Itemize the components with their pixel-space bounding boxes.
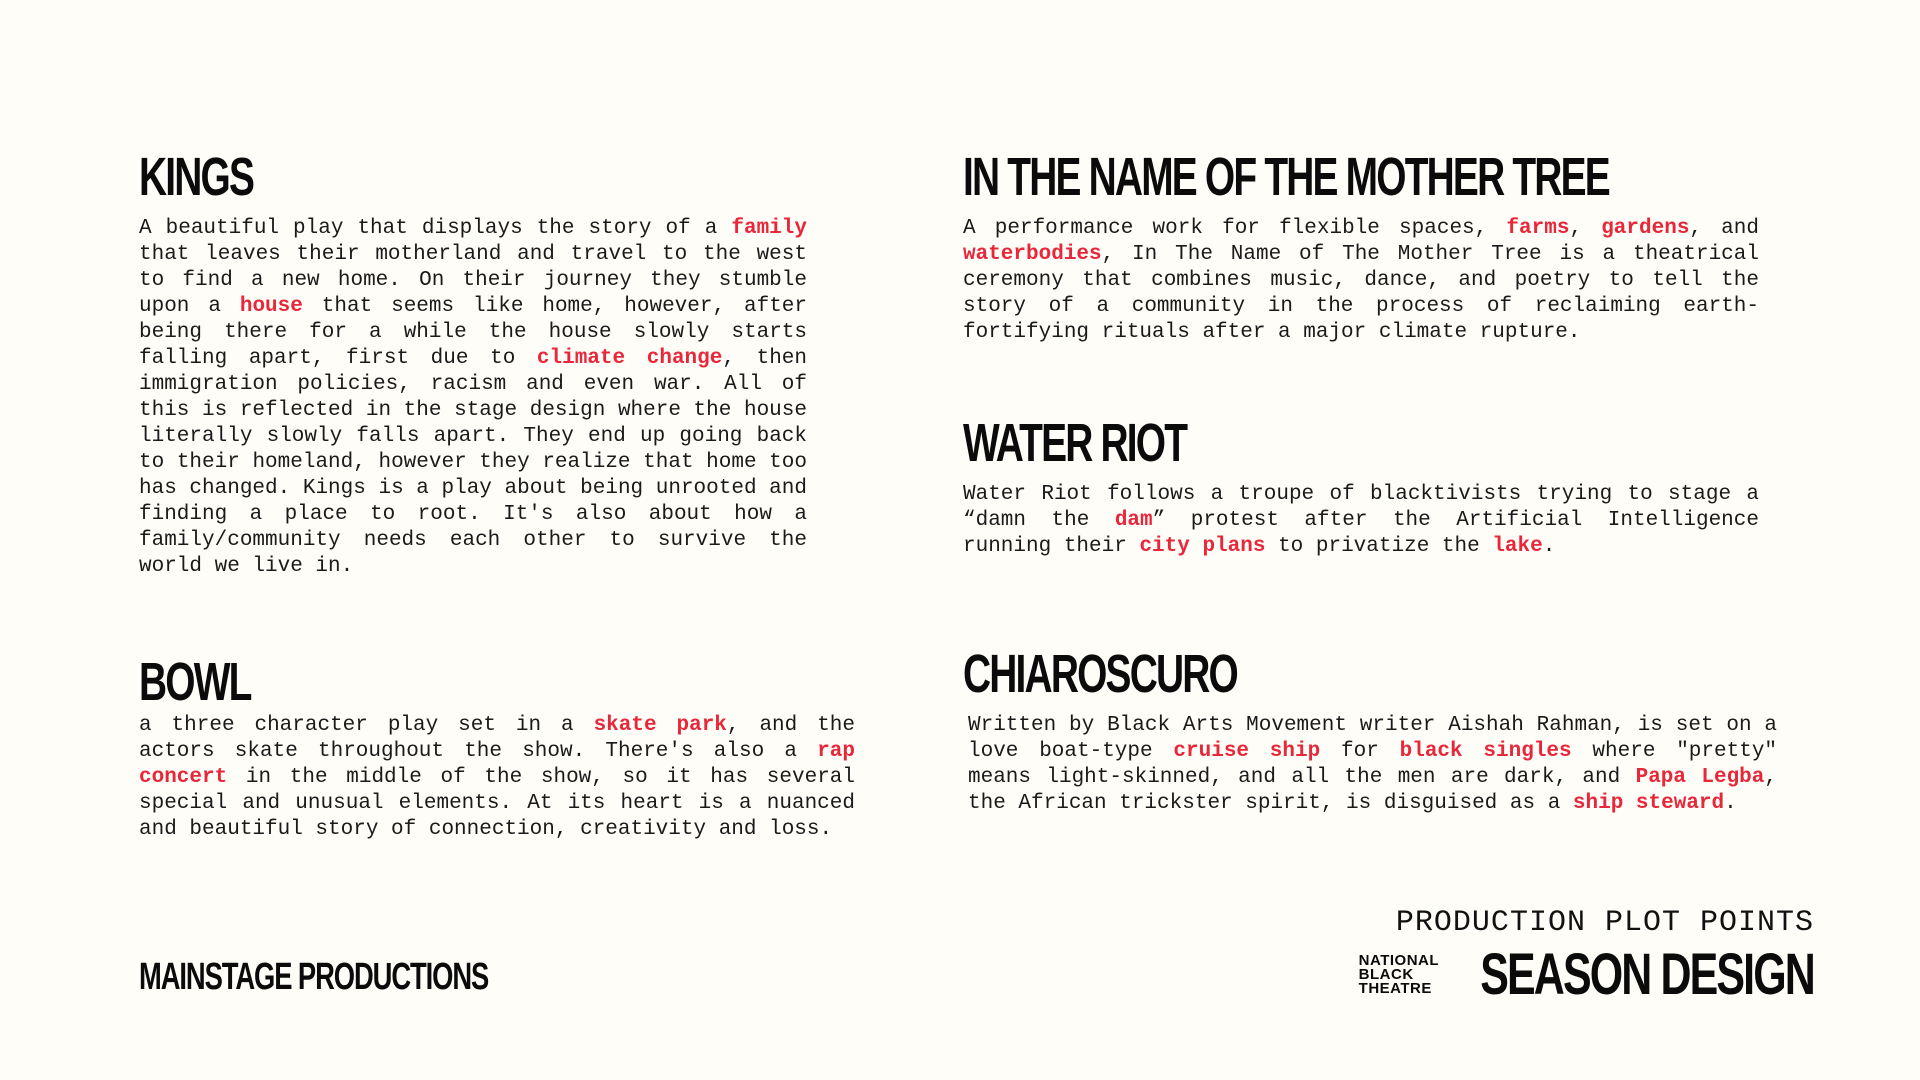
national-black-theatre-logo xyxy=(1359,954,1439,996)
highlighted-keyword: dam xyxy=(1114,509,1153,532)
chiaroscuro-description xyxy=(963,713,1777,817)
highlighted-keyword: cruise ship xyxy=(1173,740,1321,763)
body-text: Written by Black Arts Movement writer Aishah Rahman, is set on a love boat-type xyxy=(968,714,1777,763)
highlighted-keyword: gardens xyxy=(1601,217,1690,240)
body-text: where "pretty" means light-skinned, and all the men are dark, and xyxy=(968,740,1778,789)
mother-tree-title: IN THE NAME OF THE MOTHER TREE xyxy=(963,147,1609,207)
water-riot-description xyxy=(963,482,1759,560)
water-riot-section xyxy=(963,413,1759,560)
body-text: , In The Name of The Mother Tree is a theatrical ceremony that combines music, dance, and poetry to tell the story of a community in the process of reclaiming earth-fortifying rituals after a major climate rupture. xyxy=(963,243,1759,344)
kings-description xyxy=(139,216,807,580)
body-text: that leaves their motherland and travel to the west to find a new home. On their journey they stumble upon a xyxy=(139,243,807,318)
highlighted-keyword: farms xyxy=(1506,217,1570,240)
body-text: A beautiful play that displays the story of a xyxy=(139,217,732,240)
body-text: in the middle of the show, so it has several special and unusual elements. At its heart is a nuanced and beautiful story of connection, creativity and loss. xyxy=(139,766,855,841)
chiaroscuro-title: CHIAROSCURO xyxy=(963,644,1237,704)
highlighted-keyword: lake xyxy=(1492,535,1543,558)
bowl-title: BOWL xyxy=(139,652,251,712)
highlighted-keyword: rap concert xyxy=(139,740,855,789)
highlighted-keyword: skate park xyxy=(593,714,727,737)
footer-branding xyxy=(1358,906,1814,1007)
body-text: Water Riot follows a troupe of blacktivists trying to stage a “damn the xyxy=(963,483,1759,532)
highlighted-keyword: ship steward xyxy=(1572,792,1725,815)
chiaroscuro-section xyxy=(963,644,1778,817)
kings-title: KINGS xyxy=(139,147,254,207)
body-text: , the African trickster spirit, is disguised as a xyxy=(968,766,1777,815)
highlighted-keyword: black singles xyxy=(1399,740,1572,763)
logo-line-national: NATIONAL xyxy=(1358,952,1440,969)
mainstage-productions-label: MAINSTAGE PRODUCTIONS xyxy=(139,956,489,998)
mother-tree-section xyxy=(963,147,1759,346)
logo-line-black: BLACK xyxy=(1358,966,1414,983)
body-text: A performance work for flexible spaces, xyxy=(963,217,1507,240)
highlighted-keyword: city plans xyxy=(1139,535,1266,558)
body-text: ” protest after the Artificial Intelligence running their xyxy=(963,509,1759,558)
body-text: that seems like home, however, after being there for a while the house slowly starts falling apart, first due to xyxy=(139,295,807,370)
logo-line-theatre: THEATRE xyxy=(1358,980,1432,997)
body-text: , then immigration policies, racism and even war. All of this is reflected in the stage design where the house literally slowly falls apart. They end up going back to their homeland, however they realize that home too has changed. Kings is a play about being unrooted and finding a place to root. It's also about how a family/community needs each other to survive the world we live in. xyxy=(139,347,807,578)
mother-tree-description xyxy=(963,216,1759,346)
body-text: for xyxy=(1320,740,1400,763)
body-text: . xyxy=(1724,792,1737,815)
bowl-section xyxy=(139,652,855,843)
body-text: , xyxy=(1569,217,1602,240)
body-text: a three character play set in a xyxy=(139,714,594,737)
bowl-description xyxy=(139,713,855,843)
body-text: to privatize the xyxy=(1265,535,1493,558)
season-design-label: SEASON DESIGN xyxy=(1480,942,1814,1007)
body-text: . xyxy=(1542,535,1556,558)
highlighted-keyword: family xyxy=(731,217,807,240)
highlighted-keyword: Papa Legba xyxy=(1635,766,1765,789)
highlighted-keyword: house xyxy=(239,295,303,318)
water-riot-title: WATER RIOT xyxy=(963,413,1187,473)
body-text: , and the actors skate throughout the show. There's also a xyxy=(139,714,855,763)
production-plot-points-label: PRODUCTION PLOT POINTS xyxy=(1395,906,1814,940)
brand-row xyxy=(1358,942,1814,1007)
body-text: , and xyxy=(1689,217,1759,240)
highlighted-keyword: waterbodies xyxy=(963,243,1102,266)
highlighted-keyword: climate change xyxy=(536,347,723,370)
kings-section xyxy=(139,147,807,580)
